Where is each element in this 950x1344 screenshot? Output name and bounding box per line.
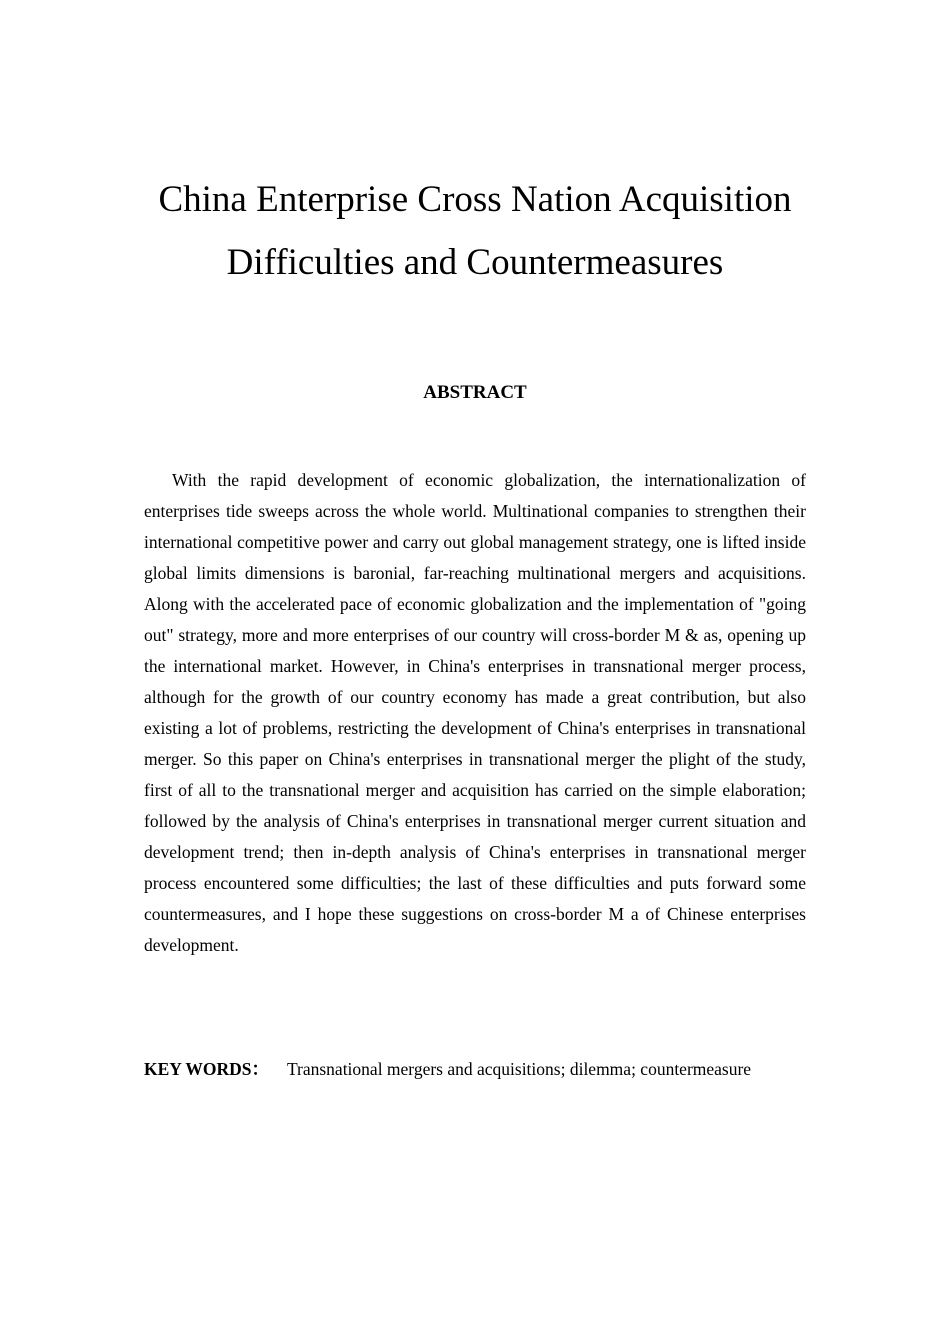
keywords-value: Transnational mergers and acquisitions; dilemma; countermeasure (286, 1059, 752, 1079)
abstract-body: With the rapid development of economic globalization, the internationalization of enterprises tide sweeps across the whole world. Multinational companies to strengthen their international competitive power and carry out global management strategy, one is lifted inside global limits dimensions is baronial, far-reaching multinational mergers and acquisitions. Along with the accelerated pace of economic globalization and the implementation of "going out" strategy, more and more enterprises of our country will cross-border M & as, opening up the international market. However, in China's enterprises in transnational merger process, although for the growth of our country economy has made a great contribution, but also existing a lot of problems, restricting the development of China's enterprises in transnational merger. So this paper on China's enterprises in transnational merger the plight of the study, first of all to the transnational merger and acquisition has carried on the simple elaboration; followed by the analysis of China's enterprises in transnational merger current situation and development trend; then in-depth analysis of China's enterprises in transnational merger process encountered some difficulties; the last of these difficulties and puts forward some countermeasures, and I hope these suggestions on cross-border M a of Chinese enterprises development. (144, 470, 806, 955)
abstract-heading: ABSTRACT (423, 382, 527, 403)
document-title-line-1: China Enterprise Cross Nation Acquisition (158, 179, 792, 220)
keywords-label: KEY WORDS： (144, 1059, 269, 1079)
document-title-line-2: Difficulties and Countermeasures (226, 242, 724, 283)
keywords-line (144, 1055, 824, 1083)
